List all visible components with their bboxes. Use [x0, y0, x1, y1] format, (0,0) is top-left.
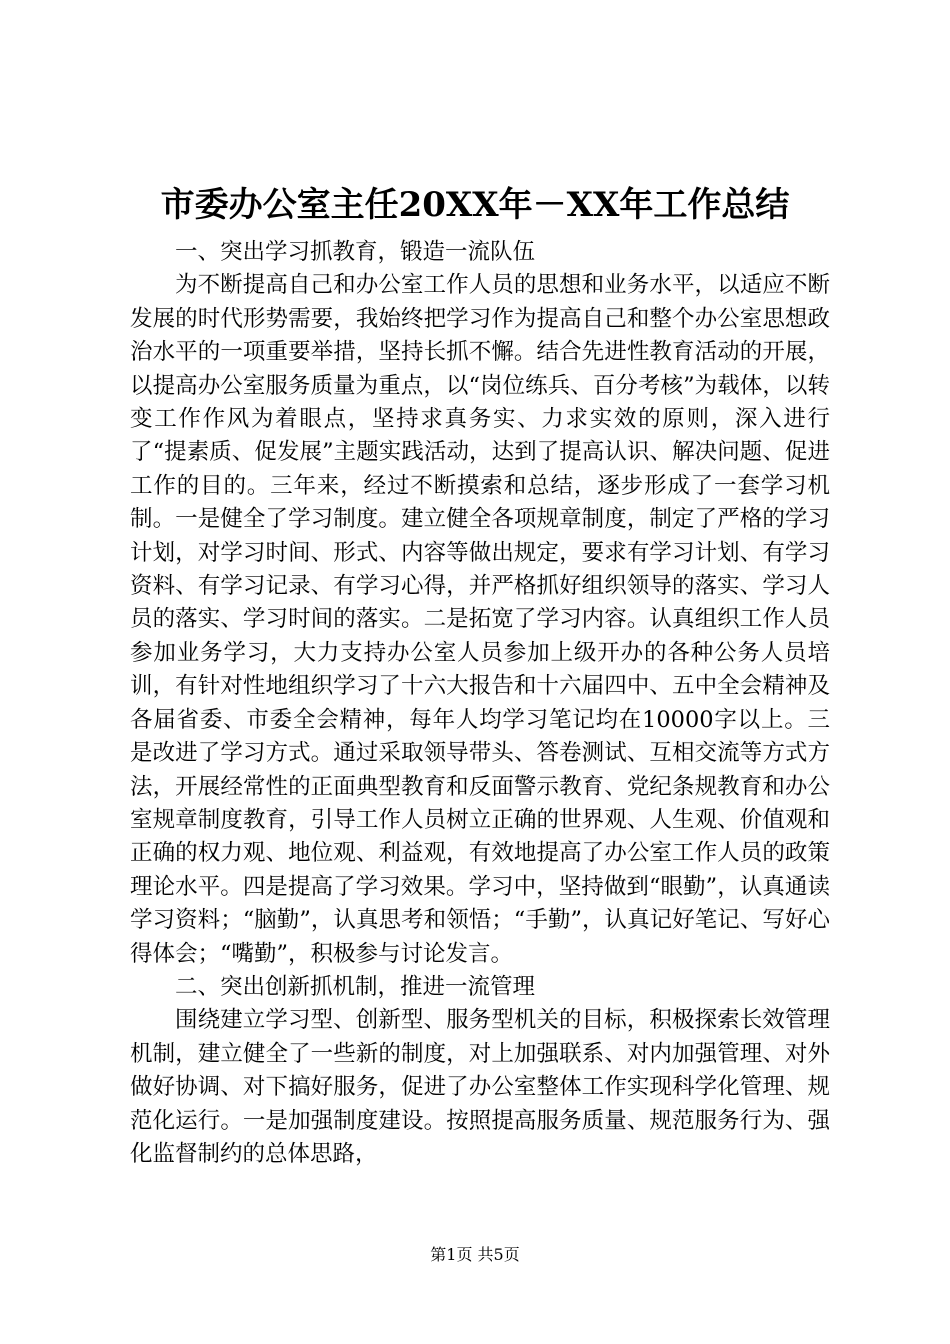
section-paragraph-2: 围绕建立学习型、创新型、服务型机关的目标，积极探索长效管理机制，建立健全了一些新的制度，对上加强联系、对内加强管理、对外做好协调、对下搞好服务，促进了办公室整体工作实现科学化管理、规范化运行。一是加强制度建设。按照提高服务质量、规范服务行为、强化监督制约的总体思路， [130, 1007, 830, 1167]
page-footer: 第1页 共5页 [430, 1245, 520, 1264]
section-paragraph-1: 为不断提高自己和办公室工作人员的思想和业务水平，以适应不断发展的时代形势需要，我始终把学习作为提高自己和整个办公室思想政治水平的一项重要举措，坚持长抓不懈。结合先进性教育活动的开展，以提高办公室服务质量为重点，以“岗位练兵、百分考核”为载体，以转变工作作风为着眼点，坚持求真务实、力求实效的原则，深入进行了“提素质、促发展”主题实践活动，达到了提高认识、解决问题、促进工作的目的。三年来，经过不断摸索和总结，逐步形成了一套学习机制。一是健全了学习制度。建立健全各项规章制度，制定了严格的学习计划，对学习时间、形式、内容等做出规定，要求有学习计划、有学习资料、有学习记录、有学习心得，并严格抓好组织领导的落实、学习人员的落实、学习时间的落实。二是拓宽了学习内容。认真组织工作人员参加业务学习，大力支持办公室人员参加上级开办的各种公务人员培训，有针对性地组织学习了十六大报告和十六届四中、五中全会精神及各届省委、市委全会精神，每年人均学习笔记均在10000字以上。三是改进了学习方式。通过采取领导带头、答卷测试、互相交流等方式方法，开展经常性的正面典型教育和反面警示教育、党纪条规教育和办公室规章制度教育，引导工作人员树立正确的世界观、人生观、价值观和正确的权力观、地位观、利益观，有效地提高了办公室工作人员的政策理论水平。四是提高了学习效果。学习中，坚持做到“眼勤”，认真通读学习资料；“脑勤”，认真思考和领悟；“手勤”，认真记好笔记、写好心得体会；“嘴勤”，积极参与讨论发言。 [130, 272, 830, 967]
section-heading-2: 二、突出创新抓机制，推进一流管理 [175, 973, 536, 1000]
section-heading-1: 一、突出学习抓教育，锻造一流队伍 [175, 239, 536, 265]
document-title: 市委办公室主任20XX年－XX年工作总结 [160, 185, 790, 225]
document-body [130, 236, 830, 1171]
